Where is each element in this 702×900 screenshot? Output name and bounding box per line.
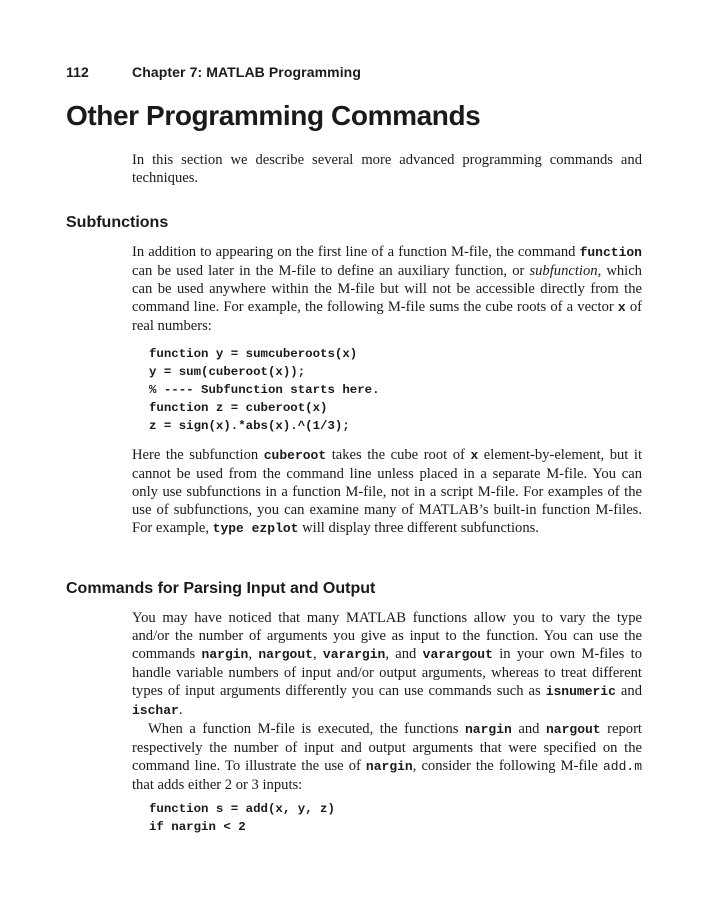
text-run: report respectively the number of input and output arguments that were specified on the command line. To illustrate the use of: [132, 721, 642, 774]
paragraph: [132, 446, 642, 538]
text-run: can be used later in the M-file to define an auxiliary function, or: [132, 263, 530, 279]
text-run: and: [511, 721, 546, 737]
subsection-title-parsing: Commands for Parsing Input and Output: [66, 580, 376, 597]
text-run: in your own M-files to handle variable numbers of input and/or output arguments, whereas to treat different types of input arguments differently you can use commands such as: [132, 646, 642, 699]
text-run: of real numbers:: [132, 299, 642, 334]
inline-code: ischar: [132, 703, 179, 718]
code-listing-sumcuberoots: [149, 345, 380, 435]
code-listing-add: [149, 800, 335, 836]
text-run: element-by-element, but it cannot be used from the command line unless placed in a separate M-file. You can only use subfunctions in a function M-file, not in a script M-file. For examples of the use of subfunctions, you can examine many of MATLAB’s built-in function M-files. For example,: [132, 447, 642, 536]
text-run: that adds either 2 or 3 inputs:: [132, 777, 303, 793]
code-line: if nargin < 2: [149, 820, 246, 834]
code-line: z = sign(x).*abs(x).^(1/3);: [149, 419, 350, 433]
text-run: Here the subfunction: [132, 447, 264, 463]
inline-code: varargout: [422, 647, 493, 662]
text-run: takes the cube root of: [326, 447, 471, 463]
text-run: will display three different subfunctions.: [298, 520, 539, 536]
text-run: ,: [248, 646, 259, 662]
inline-code: x: [617, 300, 626, 315]
text-run: and: [615, 683, 642, 699]
inline-code: function: [579, 245, 642, 260]
code-line: % ---- Subfunction starts here.: [149, 383, 380, 397]
text-run: ,: [312, 646, 323, 662]
text-run: .: [178, 702, 183, 718]
emphasis-term: subfunction: [529, 263, 598, 279]
inline-filename: add.m: [602, 759, 642, 774]
inline-code: nargin: [201, 647, 249, 662]
parsing-paragraphs: [132, 609, 642, 794]
text-run: , which can be used anywhere within the M-file but will not be accessible directly from the command line. For example, the following M-file sums the cube roots of a vector: [132, 263, 642, 315]
text-run: , consider the following M-file: [412, 758, 603, 774]
chapter-title: Chapter 7: MATLAB Programming: [132, 64, 361, 80]
inline-code: nargout: [545, 722, 601, 737]
text-run: , and: [385, 646, 423, 662]
inline-code: isnumeric: [545, 684, 616, 699]
text-run: You may have noticed that many MATLAB functions allow you to vary the type and/or the number of arguments you give as input to the function. You can use the commands: [132, 610, 642, 662]
running-head: [66, 64, 361, 80]
code-line: function z = cuberoot(x): [149, 401, 328, 415]
inline-code: cuberoot: [263, 448, 327, 463]
paragraph: [132, 609, 642, 720]
section-intro: [132, 151, 642, 187]
code-line: function s = add(x, y, z): [149, 802, 335, 816]
code-line: function y = sumcuberoots(x): [149, 347, 358, 361]
text-run: When a function M-file is executed, the functions: [148, 721, 465, 737]
inline-code: nargout: [258, 647, 313, 662]
subfunctions-paragraph-2: [132, 446, 642, 538]
subsection-title-subfunctions: Subfunctions: [66, 214, 169, 231]
page-number: 112: [66, 64, 89, 80]
inline-code: varargin: [322, 647, 386, 662]
section-title: Other Programming Commands: [66, 100, 481, 131]
text-run: In addition to appearing on the first line of a function M-file, the command: [132, 244, 580, 260]
inline-code: type ezplot: [212, 521, 299, 536]
inline-code: nargin: [365, 759, 413, 774]
paragraph: [132, 243, 642, 335]
paragraph: [132, 720, 642, 794]
inline-code: nargin: [465, 722, 512, 737]
subfunctions-paragraph-1: [132, 243, 642, 335]
inline-code: x: [470, 448, 479, 463]
intro-paragraph: In this section we describe several more advanced programming commands and techniques.: [132, 152, 642, 186]
code-line: y = sum(cuberoot(x));: [149, 365, 306, 379]
